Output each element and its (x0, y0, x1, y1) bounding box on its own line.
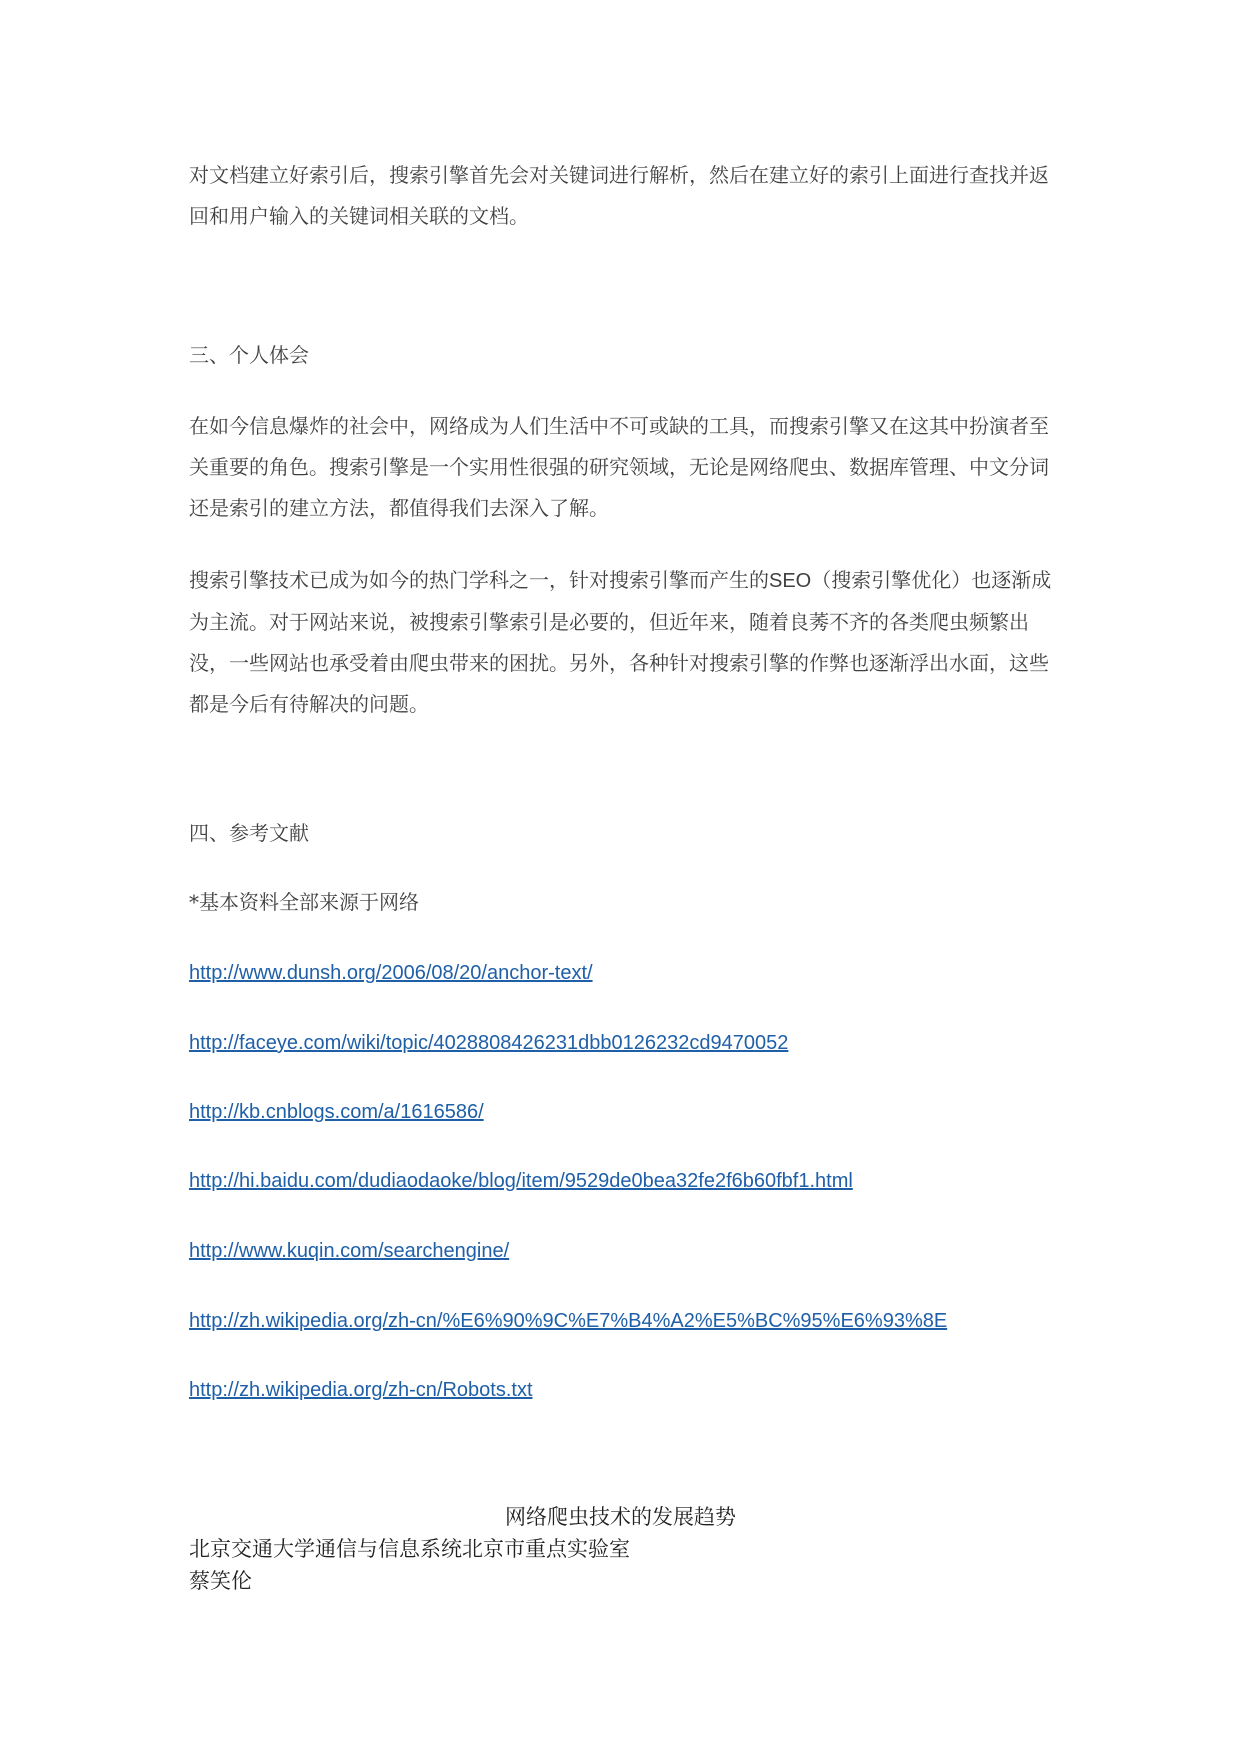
next-article-institution: 北京交通大学通信与信息系统北京市重点实验室 (189, 1537, 630, 1561)
reference-link-6[interactable]: http://zh.wikipedia.org/zh-cn/%E6%90%9C%E7%B4%A2%E5%BC%95%E6%93%8E (189, 1310, 948, 1332)
indexing-paragraph: 对文档建立好索引后，搜索引擎首先会对关键词进行解析，然后在建立好的索引上面进行查找并返回和用户输入的关键词相关联的文档。 (189, 163, 1049, 228)
paragraph-2-after: （搜索引擎优化）也逐渐成为主流。对于网站来说，被搜索引擎索引是必要的，但近年来，随着良莠不齐的各类爬虫频繁出没，一些网站也承受着由爬虫带来的困扰。另外，各种针对搜索引擎的作弊也逐渐浮出水面，这些都是今后有待解决的问题。 (189, 568, 1052, 716)
reference-link-2[interactable]: http://faceye.com/wiki/topic/4028808426231dbb0126232cd9470052 (189, 1032, 789, 1054)
personal-experience-paragraph-1: 在如今信息爆炸的社会中，网络成为人们生活中不可或缺的工具，而搜索引擎又在这其中扮演者至关重要的角色。搜索引擎是一个实用性很强的研究领域，无论是网络爬虫、数据库管理、中文分词还是索引的建立方法，都值得我们去深入了解。 (189, 414, 1049, 520)
paragraph-2-before: 搜索引擎技术已成为如今的热门学科之一，针对搜索引擎而产生的 (189, 568, 769, 592)
section-4-heading: 四、参考文献 (189, 821, 309, 845)
section-3-heading: 三、个人体会 (189, 343, 309, 367)
next-article-title: 网络爬虫技术的发展趋势 (505, 1505, 736, 1529)
reference-link-7[interactable]: http://zh.wikipedia.org/zh-cn/Robots.txt (189, 1379, 533, 1401)
personal-experience-paragraph-2 (189, 560, 1059, 725)
seo-term: SEO (769, 570, 812, 592)
references-note: *基本资料全部来源于网络 (189, 890, 419, 914)
reference-link-1[interactable]: http://www.dunsh.org/2006/08/20/anchor-text/ (189, 962, 593, 984)
reference-link-3[interactable]: http://kb.cnblogs.com/a/1616586/ (189, 1101, 484, 1123)
next-article-author: 蔡笑伦 (189, 1569, 252, 1593)
reference-link-5[interactable]: http://www.kuqin.com/searchengine/ (189, 1240, 510, 1262)
reference-link-4[interactable]: http://hi.baidu.com/dudiaodaoke/blog/item/9529de0bea32fe2f6b60fbf1.html (189, 1170, 853, 1192)
